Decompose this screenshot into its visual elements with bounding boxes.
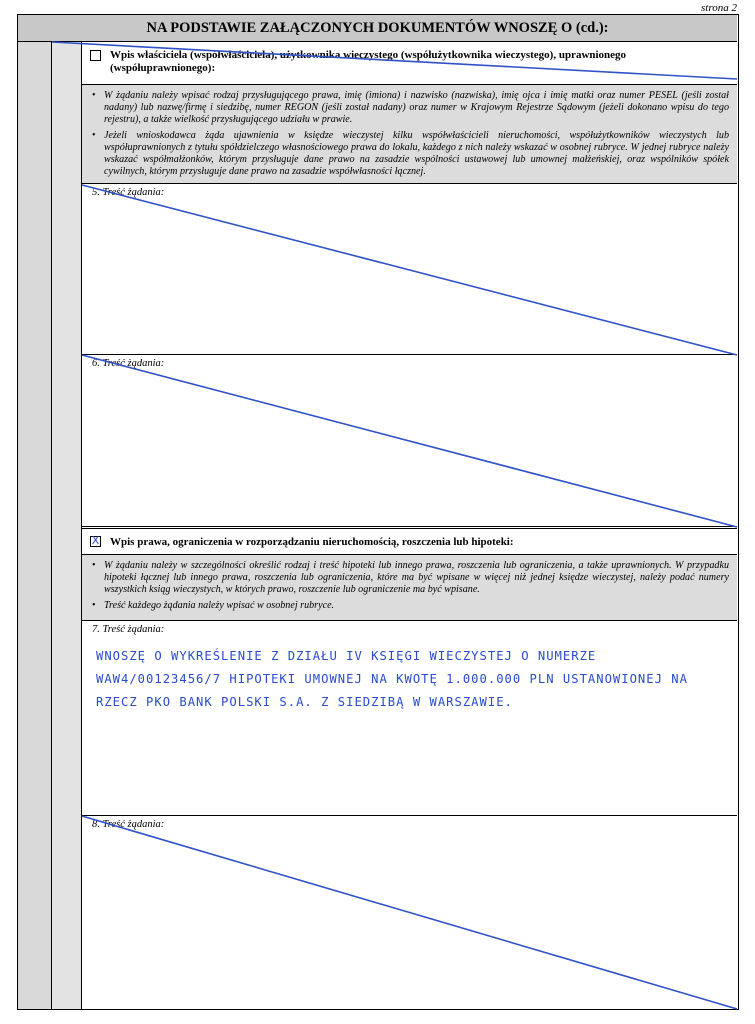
- page-number: strona 2: [701, 2, 737, 14]
- instruction-item: • Jeżeli wnioskodawca żąda ujawnienia w księdze wieczystej kilku współwłaścicieli nieruchomości, współużytkowników wieczystych lub współuprawnionych z tytułu spółdzielczego własnościowego prawa do lokalu, każdego z nich należy wskazać w osobnej rubryce. W jednej rubryce należy wskazać współmałżonków, którym przysługuje dane prawo na zasadzie wspólności ustawowej lub umownej małżeńskiej, oraz wspólników spółek cywilnych, którym przysługuje dane prawo na zasadzie współwłasności łącznej.: [90, 130, 729, 179]
- field-label: 6. Treść żądania:: [92, 358, 165, 369]
- section-rights-title-text: Wpis prawa, ograniczenia w rozporządzaniu nieruchomością, roszczenia lub hipoteki:: [110, 536, 514, 548]
- field-label: 5. Treść żądania:: [92, 187, 165, 198]
- strike-line-field-6: [82, 355, 737, 527]
- instruction-item: • W żądaniu należy w szczególności określić rodzaj i treść hipoteki lub innego prawa, roszczenia lub ograniczenia, a także uprawnionych. W przypadku hipoteki łącznej lub innego prawa, roszczenia lub ograniczenia, które ma być wpisane w więcej niż jednej księdze wieczystej, należy podać numery wszystkich ksiąg wieczystych, w których prawo, roszczenie lub ograniczenie ma być wpisane.: [90, 560, 729, 597]
- instruction-item: • Treść każdego żądania należy wpisać w osobnej rubryce.: [90, 600, 729, 612]
- field-label: 8. Treść żądania:: [92, 819, 165, 830]
- section-owner-title-text: Wpis właściciela (współwłaściciela), użytkownika wieczystego (współużytkownika wieczystego), uprawnionego (współuprawnionego):: [110, 49, 627, 74]
- strike-line-field-8: [82, 816, 737, 1009]
- form-header: NA PODSTAWIE ZAŁĄCZONYCH DOKUMENTÓW WNOSZĘ O (cd.):: [18, 15, 737, 42]
- strike-line-field-5: [82, 185, 737, 355]
- instruction-item: • W żądaniu należy wpisać rodzaj przysługującego prawa, imię (imiona) i nazwisko (nazwiska), imię ojca i imię matki oraz numer PESEL (jeśli został nadany) lub nazwę/firmę i siedzibę, numer REGON (jeśli został nadany) oraz numer w Krajowym Rejestrze Sądowym (jeżeli dokonano wpisu do tego rejestru), a także wielkość przysługującego udziału w prawie.: [90, 90, 729, 127]
- field-label: 7. Treść żądania:: [92, 624, 165, 635]
- application-form: [17, 14, 739, 1010]
- cancellation-strokes: [18, 15, 737, 1009]
- checkbox-x-mark: X: [91, 534, 100, 547]
- strike-line-owner-title: [52, 42, 737, 79]
- handwritten-request-text: WNOSZĘ O WYKREŚLENIE Z DZIAŁU IV KSIĘGI WIECZYSTEJ O NUMERZE WAW4/00123456/7 HIPOTEKI UMOWNEJ NA KWOTĘ 1.000.000 PLN USTANOWIONEJ NA RZECZ PKO BANK POLSKI S.A. Z SIEDZIBĄ W WARSZAWIE.: [96, 649, 688, 709]
